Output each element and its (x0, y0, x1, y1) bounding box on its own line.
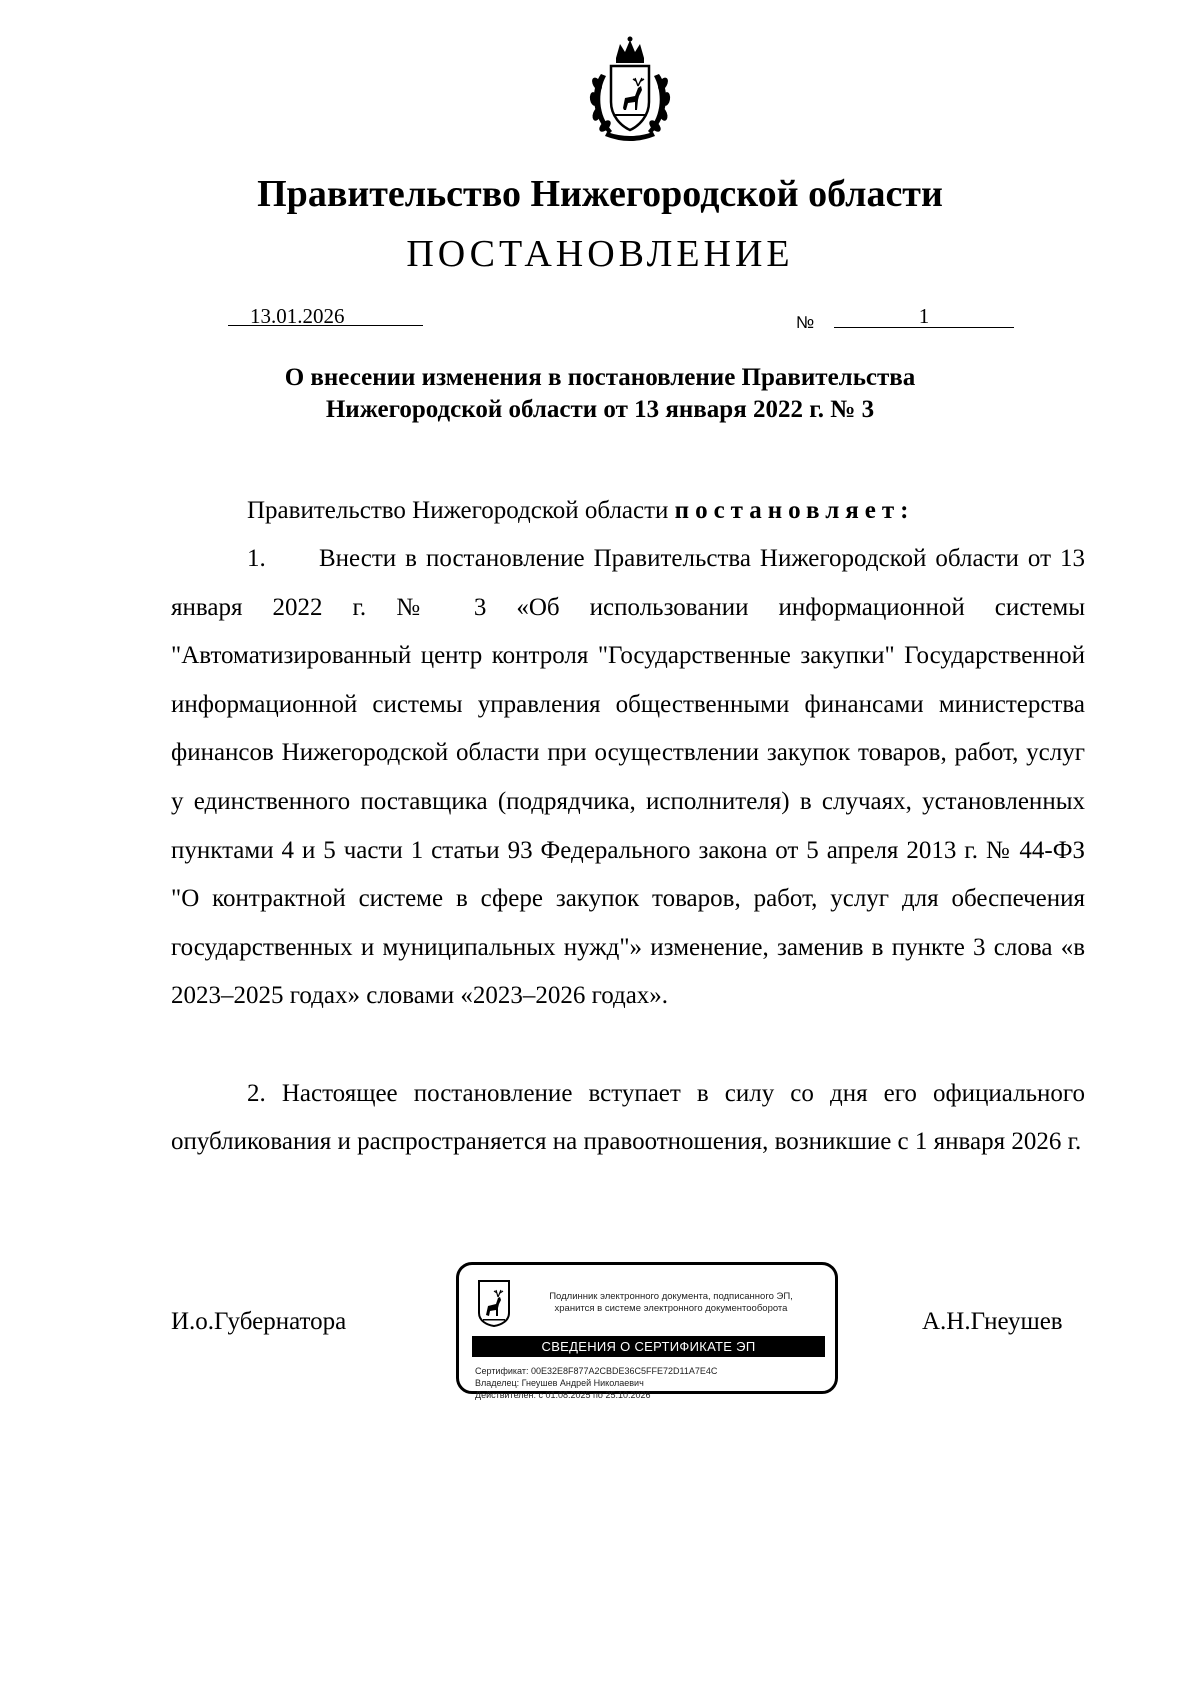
crown-icon (616, 37, 644, 64)
certificate-owner: Владелец: Гнеушев Андрей Николаевич (475, 1378, 644, 1388)
coat-of-arms-emblem (575, 36, 685, 146)
certificate-validity: Действителен: с 01.08.2025 по 25.10.2026 (475, 1390, 651, 1400)
date-underline (228, 325, 423, 326)
intro-paragraph (171, 487, 1085, 535)
deer-shield-icon (477, 1279, 511, 1327)
stamp-note (521, 1291, 821, 1315)
paragraph-1-text: Внести в постановление Правительства Нижегородской области от 13 января 2022 г. № 3 «Об использовании информационной системы "Автоматизированный центр контроля "Государственные закупки" Государственной информационной системы управления общественными финансами министерства финансов Нижегородской области при осуществлении закупок товаров, работ, услуг у единственного поставщика (подрядчика, исполнителя) в случаях, установленных пунктами 4 и 5 части 1 статьи 93 Федерального закона от 5 апреля 2013 г. № 44-ФЗ "О контрактной системе в сфере закупок товаров, работ, услуг для обеспечения государственных и муниципальных нужд"» изменение, заменив в пункте 3 слова «в 2023–2025 годах» словами «2023–2026 годах». (171, 545, 1085, 1010)
number-underline (834, 327, 1014, 328)
document-number: 1 (918, 304, 930, 328)
stamp-note-line-2: хранится в системе электронного документооборота (554, 1303, 788, 1314)
signatory-name: А.Н.Гнеушев (922, 1308, 1063, 1335)
document-type-title: ПОСТАНОВЛЕНИЕ (406, 233, 794, 275)
electronic-signature-stamp (456, 1262, 838, 1400)
paragraph-1-number: 1. (247, 545, 266, 572)
heading-line-2: Нижегородской области от 13 января 2022 г. № 3 (325, 396, 875, 423)
paragraph-2: 2. Настоящее постановление вступает в силу со дня его официального опубликования и распространяется на правоотношения, возникшие с 1 января 2026 г. (171, 1080, 1085, 1155)
document-date: 13.01.2026 (250, 304, 345, 328)
certificate-info-bar: СВЕДЕНИЯ О СЕРТИФИКАТЕ ЭП (472, 1336, 825, 1357)
certificate-details (475, 1365, 717, 1401)
government-title: Правительство Нижегородской области (257, 173, 943, 215)
signatory-position: И.о.Губернатора (171, 1308, 347, 1335)
document-heading (200, 362, 1000, 426)
stamp-note-line-1: Подлинник электронного документа, подписанного ЭП, (549, 1291, 793, 1302)
intro-text: Правительство Нижегородской области (247, 497, 675, 524)
paragraph-1 (171, 535, 1085, 1021)
heading-line-1: О внесении изменения в постановление Правительства (284, 364, 916, 391)
number-sign: № (796, 313, 815, 332)
certificate-id: Сертификат: 00E32E8F877A2CBDE36C5FFE72D11A7E4C (475, 1366, 718, 1376)
intro-resolves: постановляет: (674, 497, 915, 524)
